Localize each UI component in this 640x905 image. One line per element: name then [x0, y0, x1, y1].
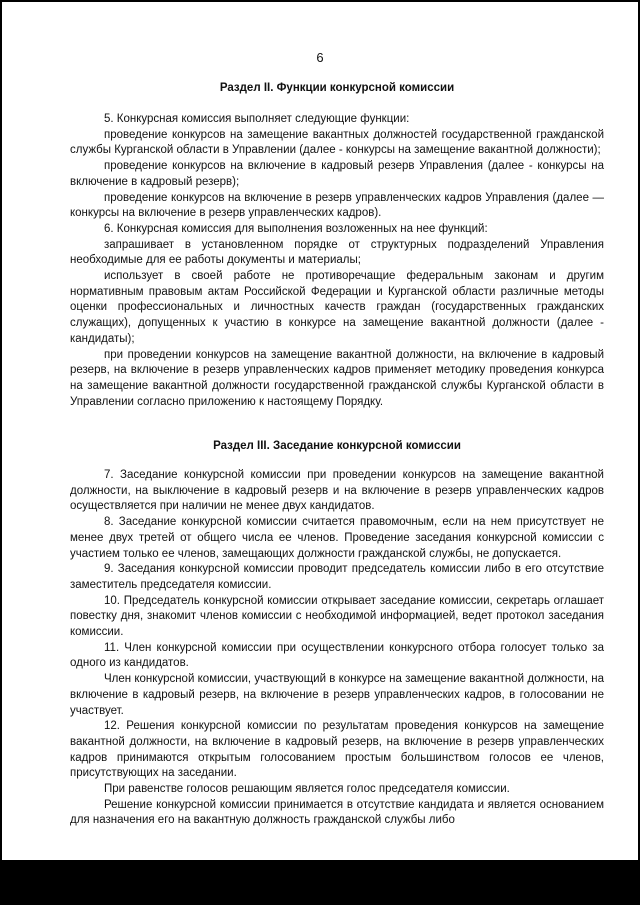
paragraph: При равенстве голосов решающим является голос председателя комиссии. — [104, 783, 510, 796]
paragraph: Член конкурсной комиссии, участвующий в конкурсе на замещение вакантной должности, на включение в кадровый резерв, на включение в резерв управленческих кадров, в голосовании не участвует. — [70, 673, 604, 717]
paragraph: 11. Член конкурсной комиссии при осуществлении конкурсного отбора голосует только за одного из кандидатов. — [70, 641, 604, 670]
scan-border-top — [0, 0, 640, 2]
paragraph: 6. Конкурсная комиссия для выполнения возложенных на нее функций: — [104, 222, 488, 235]
section-2-heading: Раздел II. Функции конкурсной комиссии — [219, 82, 455, 94]
paragraph: использует в своей работе не противоречащие федеральным законам и другим нормативным правовым актам Российской Федерации и Курганской области различные методы оценки профессиональных и личностных качеств граждан (государственных гражданских служащих), допущенных к участию в конкурсе на замещение вакантной должности (далее - кандидаты); — [70, 270, 604, 345]
paragraph: 8. Заседание конкурсной комиссии считается правомочным, если на нем присутствует не менее двух третей от общего числа ее членов. Проведение заседания конкурсной комиссии с участием только ее членов, замещающих должности гражданской службы, не допускается. — [70, 516, 604, 560]
paragraph: запрашивает в установленном порядке от структурных подразделений Управления необходимые для ее работы документы и материалы; — [70, 238, 604, 267]
paragraph: проведение конкурсов на включение в резерв управленческих кадров Управления (далее — конкурсы на включение в резерв управленческих кадров). — [70, 191, 604, 220]
paragraph: при проведении конкурсов на замещение вакантной должности, на включение в кадровый резерв, на включение в резерв управленческих кадров применяет методику проведения конкурса на замещение вакантной должности государственной гражданской службы Курганской области в Управлении согласно приложению к настоящему Порядку. — [70, 348, 604, 408]
paragraph: 7. Заседание конкурсной комиссии при проведении конкурсов на замещение вакантной должности, на выключение в кадровый резерв и на включение в резерв управленческих кадров осуществляется при наличии не менее двух кандидатов. — [70, 469, 604, 513]
scan-border-left — [0, 0, 2, 860]
paragraph: 12. Решения конкурсной комиссии по результатам проведения конкурсов на замещение вакантной должности, на включение в кадровый резерв, на включение в резерв управленческих кадров принимаются открытым голосованием простым большинством голосов ее членов, присутствующих на заседании. — [70, 720, 604, 780]
section-3-heading: Раздел III. Заседание конкурсной комиссии — [213, 440, 461, 452]
scan-border-bottom — [0, 860, 640, 905]
section-2 — [70, 80, 604, 410]
paragraph: 5. Конкурсная комиссия выполняет следующие функции: — [104, 113, 410, 125]
section-3 — [70, 438, 604, 829]
paragraph: Решение конкурсной комиссии принимается в отсутствие кандидата и является основанием для назначения его на вакантную должность гражданской службы либо — [70, 798, 604, 827]
paragraph: проведение конкурсов на замещение вакантных должностей государственной гражданской службы Курганской области в Управлении (далее - конкурсы на замещение вакантной должности); — [70, 128, 604, 157]
page-number: 6 — [316, 50, 324, 65]
paragraph: проведение конкурсов на включение в кадровый резерв Управления (далее - конкурсы на включение в кадровый резерв); — [70, 160, 604, 188]
paragraph: 10. Председатель конкурсной комиссии открывает заседание комиссии, секретарь оглашает повестку дня, знакомит членов комиссии с необходимой информацией, ведет протокол заседания комиссии. — [70, 594, 604, 639]
paragraph: 9. Заседания конкурсной комиссии проводит председатель комиссии либо в его отсутствие заместитель председателя комиссии. — [70, 563, 604, 591]
